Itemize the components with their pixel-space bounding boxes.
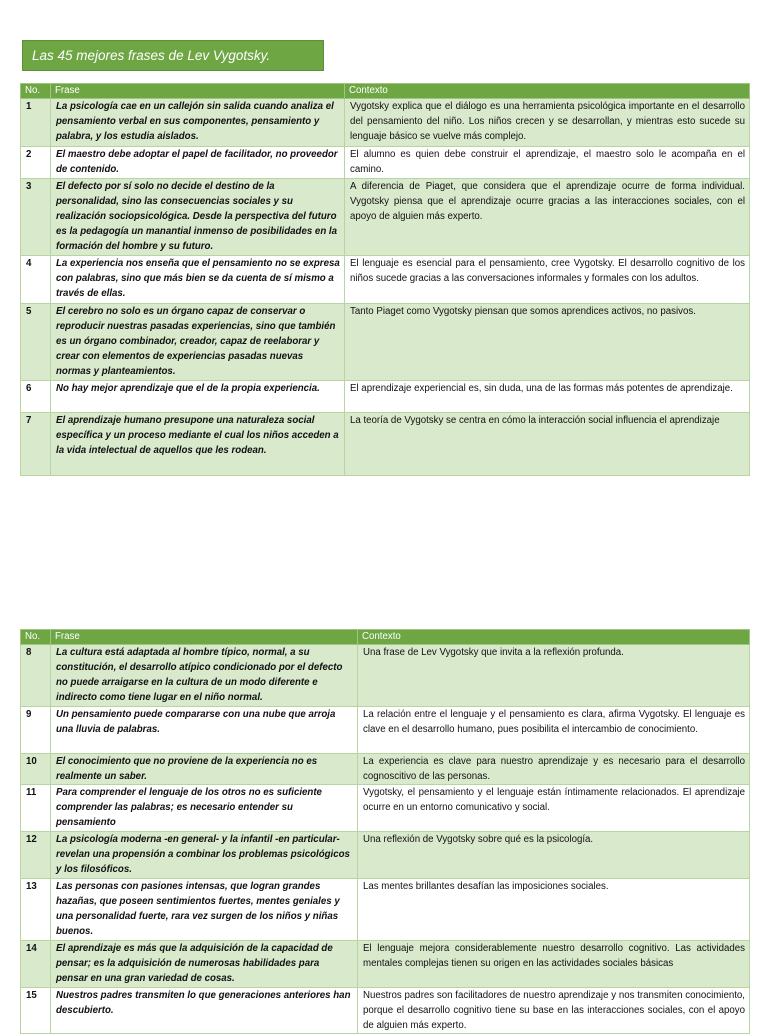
context-text: El aprendizaje experiencial es, sin duda, una de las formas más potentes de aprendizaje. <box>345 381 750 413</box>
context-text: A diferencia de Piaget, que considera que el aprendizaje ocurre de forma individual. Vygotsky piensa que el aprendizaje ocurre gracias a las interacciones sociales, con el apoyo de alguien más experto. <box>345 179 750 256</box>
quote-text: El aprendizaje humano presupone una naturaleza social específica y un proceso mediante el cual los niños acceden a la vida intelectual de aquellos que les rodean. <box>51 413 345 476</box>
row-number: 8 <box>21 645 51 707</box>
table-row <box>21 832 750 879</box>
context-text: El lenguaje mejora considerablemente nuestro desarrollo cognitivo. Las actividades mentales complejas tienen su origen en las actividades sociales básicas <box>358 941 750 988</box>
row-number: 1 <box>21 99 51 147</box>
context-text: El lenguaje es esencial para el pensamiento, cree Vygotsky. El desarrollo cognitivo de los niños sucede gracias a las conversaciones informales y formales con los adultos. <box>345 256 750 304</box>
document-title: Las 45 mejores frases de Lev Vygotsky. <box>22 40 324 71</box>
row-number: 4 <box>21 256 51 304</box>
quote-text: El cerebro no solo es un órgano capaz de conservar o reproducir nuestras pasadas experiencias, sino que también es un órgano combinador, creador, capaz de reelaborar y crear con elementos de experiencias pasadas nuevas normas y planteamientos. <box>51 304 345 381</box>
row-number: 13 <box>21 879 51 941</box>
table-row <box>21 179 750 256</box>
table-row <box>21 304 750 381</box>
quotes-table-2 <box>20 629 750 1034</box>
row-number: 7 <box>21 413 51 476</box>
table-row <box>21 147 750 179</box>
context-text: La experiencia es clave para nuestro aprendizaje y es necesario para el desarrollo cognoscitivo de las personas. <box>358 754 750 785</box>
context-text: Una frase de Lev Vygotsky que invita a la reflexión profunda. <box>358 645 750 707</box>
table-row <box>21 256 750 304</box>
quote-text: El maestro debe adoptar el papel de facilitador, no proveedor de contenido. <box>51 147 345 179</box>
table-header-row <box>21 84 750 99</box>
context-text: Tanto Piaget como Vygotsky piensan que somos aprendices activos, no pasivos. <box>345 304 750 381</box>
column-header-contexto: Contexto <box>358 630 750 645</box>
row-number: 12 <box>21 832 51 879</box>
row-number: 15 <box>21 988 51 1034</box>
quotes-table-1 <box>20 83 750 476</box>
context-text: Nuestros padres son facilitadores de nuestro aprendizaje y nos transmiten conocimiento, porque el desarrollo cognitivo tiene su base en las interacciones sociales, con el apoyo de alguien más experto. <box>358 988 750 1034</box>
table-row <box>21 941 750 988</box>
context-text: La teoría de Vygotsky se centra en cómo la interacción social influencia el aprendizaje <box>345 413 750 476</box>
row-number: 5 <box>21 304 51 381</box>
context-text: Vygotsky, el pensamiento y el lenguaje están íntimamente relacionados. El aprendizaje ocurre en un entorno comunicativo y social. <box>358 785 750 832</box>
quote-text: Nuestros padres transmiten lo que generaciones anteriores han descubierto. <box>51 988 358 1034</box>
table-row <box>21 413 750 476</box>
row-number: 11 <box>21 785 51 832</box>
row-number: 14 <box>21 941 51 988</box>
quote-text: Para comprender el lenguaje de los otros no es suficiente comprender las palabras; es necesario entender su pensamiento <box>51 785 358 832</box>
table-row <box>21 381 750 413</box>
context-text: El alumno es quien debe construir el aprendizaje, el maestro solo le acompaña en el camino. <box>345 147 750 179</box>
column-header-frase: Frase <box>51 84 345 99</box>
table-row <box>21 99 750 147</box>
row-number: 6 <box>21 381 51 413</box>
quote-text: Un pensamiento puede compararse con una nube que arroja una lluvia de palabras. <box>51 707 358 754</box>
quote-text: El conocimiento que no proviene de la experiencia no es realmente un saber. <box>51 754 358 785</box>
context-text: Las mentes brillantes desafían las imposiciones sociales. <box>358 879 750 941</box>
column-header-no: No. <box>21 630 51 645</box>
row-number: 10 <box>21 754 51 785</box>
quote-text: El aprendizaje es más que la adquisición de la capacidad de pensar; es la adquisición de numerosas habilidades para pensar en una gran variedad de cosas. <box>51 941 358 988</box>
table-row <box>21 879 750 941</box>
quote-text: La cultura está adaptada al hombre típico, normal, a su constitución, el desarrollo atípico condicionado por el defecto no puede arraigarse en la cultura de un modo diferente e indirecto como tiene lugar en el niño normal. <box>51 645 358 707</box>
row-number: 2 <box>21 147 51 179</box>
context-text: Vygotsky explica que el diálogo es una herramienta psicológica importante en el desarrollo del pensamiento del niño. Los niños crecen y se desarrollan, y mientras esto sucede su lenguaje básico se vuelve más complejo. <box>345 99 750 147</box>
table-row <box>21 785 750 832</box>
column-header-contexto: Contexto <box>345 84 750 99</box>
context-text: La relación entre el lenguaje y el pensamiento es clara, afirma Vygotsky. El lenguaje es clave en el desarrollo humano, pues posibilita el intercambio de conocimiento. <box>358 707 750 754</box>
table-row <box>21 707 750 754</box>
quote-text: No hay mejor aprendizaje que el de la propia experiencia. <box>51 381 345 413</box>
table-row <box>21 645 750 707</box>
quote-text: La psicología moderna -en general- y la infantil -en particular- revelan una propensión a combinar los problemas psicológicos y los filosóficos. <box>51 832 358 879</box>
column-header-frase: Frase <box>51 630 358 645</box>
quote-text: La experiencia nos enseña que el pensamiento no se expresa con palabras, sino que más bien se da cuenta de sí mismo a través de ellas. <box>51 256 345 304</box>
row-number: 9 <box>21 707 51 754</box>
quote-text: La psicología cae en un callejón sin salida cuando analiza el pensamiento verbal en sus componentes, pensamiento y palabra, y los estudia aislados. <box>51 99 345 147</box>
table-header-row <box>21 630 750 645</box>
row-number: 3 <box>21 179 51 256</box>
quote-text: Las personas con pasiones intensas, que logran grandes hazañas, que poseen sentimientos fuertes, mentes geniales y una personalidad fuerte, rara vez surgen de los niños y niñas buenos. <box>51 879 358 941</box>
quote-text: El defecto por sí solo no decide el destino de la personalidad, sino las consecuencias sociales y su realización sociopsicológica. Desde la perspectiva del futuro es la pedagogía un manantial inmenso de posibilidades en la formación del hombre y su futuro. <box>51 179 345 256</box>
table-row <box>21 988 750 1034</box>
column-header-no: No. <box>21 84 51 99</box>
table-row <box>21 754 750 785</box>
context-text: Una reflexión de Vygotsky sobre qué es la psicología. <box>358 832 750 879</box>
